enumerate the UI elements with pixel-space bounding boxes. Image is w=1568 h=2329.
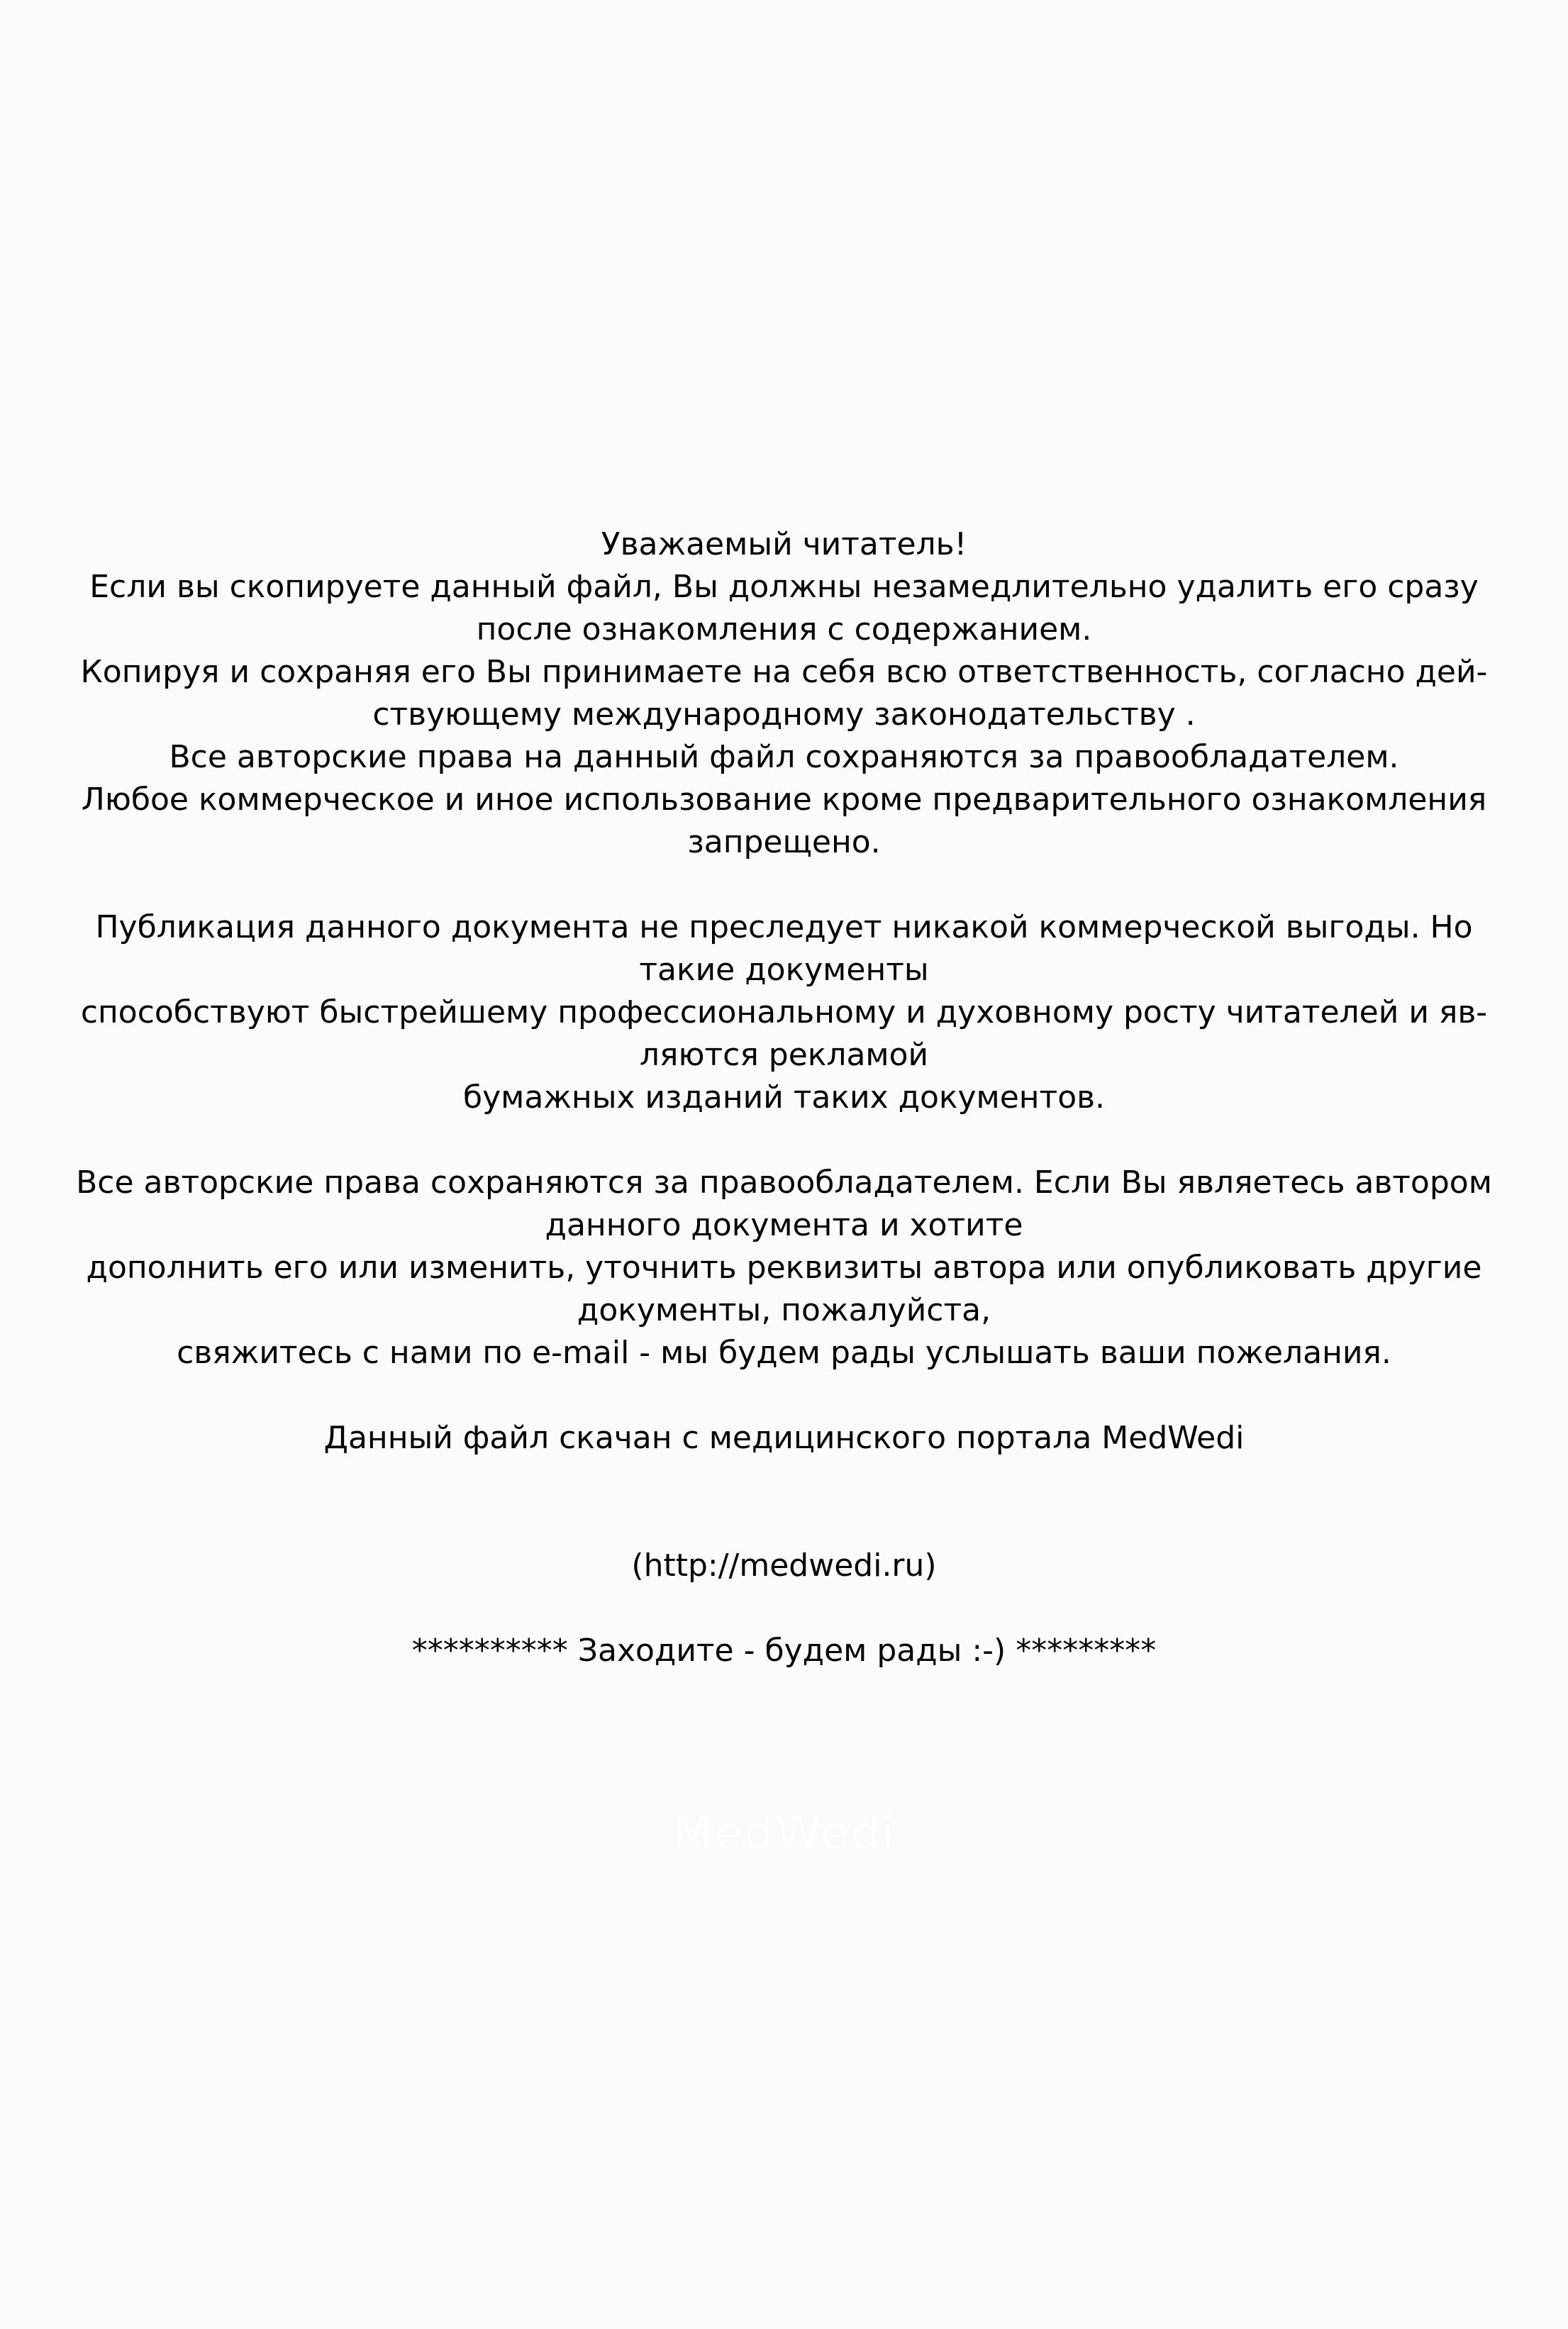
paragraph-gap xyxy=(0,864,1568,906)
paragraph-gap xyxy=(0,1460,1568,1545)
footer-line: ********** Заходите - будем рады :-) ********* xyxy=(411,1633,1157,1669)
paragraph2-line: ляются рекламой xyxy=(639,1037,929,1073)
paragraph1-line: Если вы скопируете данный файл, Вы должны незамедлительно удалить его сразу xyxy=(89,569,1479,605)
paragraph2-line: такие документы xyxy=(639,952,929,988)
paragraph3-line: данного документа и хотите xyxy=(545,1207,1023,1243)
paragraph1-line: Любое коммерческое и иное использование кроме предварительного ознакомления xyxy=(81,782,1487,818)
paragraph1-line: Все авторские права на данный файл сохраняются за правообладателем. xyxy=(169,739,1399,775)
greeting: Уважаемый читатель! xyxy=(601,526,967,562)
paragraph1-line: после ознакомления с содержанием. xyxy=(476,611,1092,647)
paragraph1-line: запрещено. xyxy=(687,824,881,860)
source-line: Данный файл скачан с медицинского портала MedWedi xyxy=(323,1420,1245,1456)
paragraph-gap xyxy=(0,1374,1568,1417)
paragraph-gap xyxy=(0,1119,1568,1162)
portal-url: (http://medwedi.ru) xyxy=(631,1547,937,1584)
paragraph2-line: Публикация данного документа не преследует никакой коммерческой выгоды. Но xyxy=(95,909,1473,945)
paragraph2-line: бумажных изданий таких документов. xyxy=(462,1079,1106,1116)
paragraph2-line: способствуют быстрейшему профессиональному и духовному росту читателей и яв- xyxy=(80,994,1488,1030)
paragraph-gap xyxy=(0,1587,1568,1630)
paragraph1-line: ствующему международному законодательству . xyxy=(372,696,1196,733)
paragraph3-line: дополнить его или изменить, уточнить реквизиты автора или опубликовать другие xyxy=(86,1250,1482,1286)
copyright-notice xyxy=(0,523,1568,1672)
paragraph3-line: свяжитесь с нами по e-mail - мы будем рады услышать ваши пожелания. xyxy=(177,1335,1391,1371)
paragraph3-line: документы, пожалуйста, xyxy=(577,1292,991,1328)
paragraph1-line: Копируя и сохраняя его Вы принимаете на себя всю ответственность, согласно дей- xyxy=(80,654,1488,690)
paragraph3-line: Все авторские права сохраняются за правообладателем. Если Вы являетесь автором xyxy=(76,1164,1492,1201)
medwedi-watermark: MedWedi xyxy=(672,1806,896,1860)
